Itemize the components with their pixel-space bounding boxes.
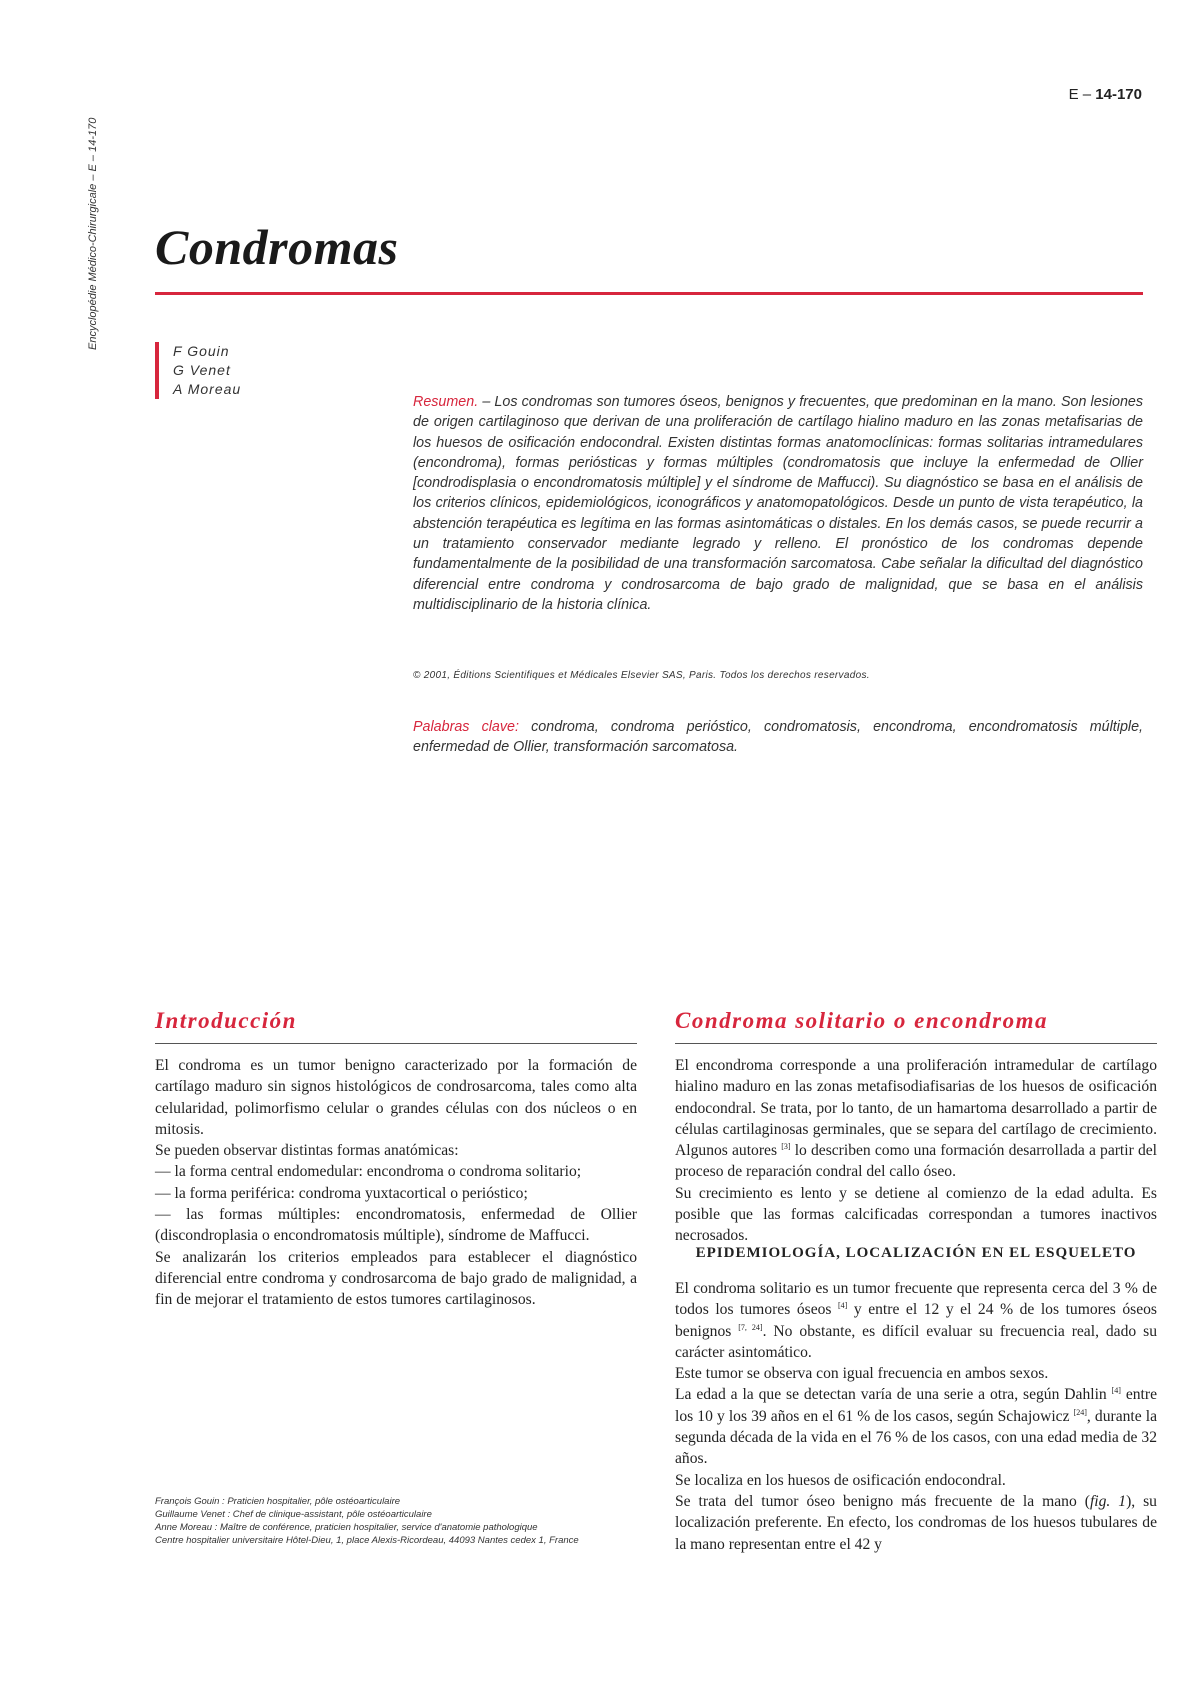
article-title: Condromas [155, 219, 399, 275]
abstract [413, 392, 1143, 615]
author: A Moreau [173, 381, 242, 397]
footnote: Guillaume Venet : Chef de clinique-assistant, pôle ostéoarticulaire [155, 1509, 432, 1520]
paragraph: El encondroma corresponde a una proliferación intramedular de cartílago hialino maduro en las zonas metafisodiafisarias de los huesos de osificación endocondral. Se trata, por lo tanto, de un hamartoma desarrollado a partir de células cartilaginosas germinales, que se separa del cartílago de crecimiento. Algunos autores [3] lo describen como una formación desarrollada a partir del proceso de reparación condral del callo óseo. [675, 1057, 1157, 1181]
page-code [1069, 86, 1142, 103]
paragraph: La edad a la que se detectan varía de una serie a otra, según Dahlin [4] entre los 10 y los 39 años en el 61 % de los casos, según Schajowicz [24], durante la segunda década de la vida en el 76 % de los casos, con una edad media de 32 años. [675, 1386, 1157, 1468]
page-code-prefix: E – [1068, 86, 1092, 103]
paragraph: Este tumor se observa con igual frecuencia en ambos sexos. [675, 1365, 1049, 1383]
figure-reference[interactable]: fig. 1 [1089, 1492, 1127, 1510]
citation[interactable]: [4] [1111, 1386, 1121, 1396]
section-heading-introduccion: Introducción [155, 1008, 297, 1033]
keywords-lead: Palabras clave: [413, 719, 519, 735]
author-affiliations [155, 1495, 637, 1547]
subsection-heading: EPIDEMIOLOGÍA, LOCALIZACIÓN EN EL ESQUELETO [695, 1245, 1137, 1261]
paragraph: Su crecimiento es lento y se detiene al comienzo de la edad adulta. Es posible que las formas calcificadas correspondan a tumores inactivos necrosados. [675, 1184, 1157, 1245]
journal-side-label: Encyclopédie Médico-Chirurgicale – E – 14-170 [87, 117, 99, 350]
title-rule [155, 292, 1143, 295]
paragraph: — las formas múltiples: encondromatosis, enfermedad de Ollier (discondroplasia o encondromatosis múltiple), síndrome de Maffucci. [155, 1206, 637, 1245]
copyright-notice: © 2001, Éditions Scientifiques et Médicales Elsevier SAS, Paris. Todos los derechos reservados. [413, 670, 870, 681]
footnote: Anne Moreau : Maître de conférence, praticien hospitalier, service d'anatomie pathologique [155, 1522, 538, 1533]
citation[interactable]: [24] [1073, 1407, 1087, 1417]
paragraph: Se trata del tumor óseo benigno más frecuente de la mano (fig. 1), su localización preferente. En efecto, los condromas de los huesos tubulares de la mano representan entre el 42 y [675, 1492, 1157, 1553]
page-code-number: 14-170 [1095, 86, 1142, 103]
section-rule [675, 1043, 1157, 1044]
section-rule [155, 1043, 637, 1044]
paragraph: Se analizarán los criterios empleados para establecer el diagnóstico diferencial entre condroma y condrosarcoma de bajo grado de malignidad, a fin de mejorar el tratamiento de estos tumores cartilaginosos. [155, 1248, 637, 1309]
citation[interactable]: [4] [838, 1301, 848, 1311]
paragraph: El condroma es un tumor benigno caracterizado por la formación de cartílago maduro sin signos histológicos de condrosarcoma, tales como alta celularidad, polimorfismo celular o grandes células con dos núcleos o en mitosis. [155, 1057, 637, 1138]
author: F Gouin [173, 343, 230, 359]
abstract-text: – Los condromas son tumores óseos, benignos y frecuentes, que predominan en la mano. Son lesiones de origen cartilaginoso que derivan de una proliferación de cartílago hialino maduro en las zonas metafisarias de los huesos de osificación endocondral. Existen distintas formas anatomoclínicas: formas solitarias intramedulares (encondroma), formas periósticas y formas múltiples (condromatosis que incluye la enfermedad de Ollier [condrodisplasia o encondromatosis múltiple] y el síndrome de Maffucci). Su diagnóstico se basa en el análisis de los criterios clínicos, epidemiológicos, iconográficos y anatomopatológicos. Desde un punto de vista terapéutico, la abstención terapéutica es legítima en las formas asintomáticas o distales. En los demás casos, se puede recurrir a un tratamiento conservador mediante legrado y relleno. El pronóstico de los condromas depende fundamentalmente de la posibilidad de una transformación sarcomatosa. Cabe señalar la dificultad del diagnóstico diferencial entre condroma y condrosarcoma de bajo grado de malignidad, que se basa en el análisis multidisciplinario de la historia clínica. [413, 394, 1143, 613]
citation[interactable]: [3] [781, 1142, 791, 1151]
right-column-body-bottom [675, 1278, 1157, 1555]
paragraph: Se pueden observar distintas formas anatómicas: [155, 1142, 459, 1160]
citation[interactable]: [7, 24] [738, 1322, 763, 1332]
author: G Venet [173, 362, 231, 378]
abstract-lead: Resumen. [413, 394, 479, 410]
keywords [413, 717, 1143, 758]
paragraph: El condroma solitario es un tumor frecuente que representa cerca del 3 % de todos los tumores óseos [4] y entre el 12 y el 24 % de los tumores óseos benignos [7, 24]. No obstante, es difícil evaluar su frecuencia real, dado su carácter asintomático. [675, 1280, 1157, 1361]
footnote: François Gouin : Praticien hospitalier, pôle ostéoarticulaire [155, 1496, 401, 1507]
paragraph: Se localiza en los huesos de osificación endocondral. [675, 1471, 1006, 1489]
keywords-text: condroma, condroma perióstico, condromatosis, encondroma, encondromatosis múltiple, enfermedad de Ollier, transformación sarcomatosa. [413, 719, 1144, 756]
right-column-body-top [675, 1055, 1157, 1247]
footnote: Centre hospitalier universitaire Hôtel-Dieu, 1, place Alexis-Ricordeau, 44093 Nantes cedex 1, France [155, 1535, 579, 1546]
section-heading-condroma-solitario: Condroma solitario o encondroma [675, 1008, 1049, 1033]
paragraph: — la forma periférica: condroma yuxtacortical o perióstico; [155, 1184, 528, 1202]
paragraph: — la forma central endomedular: encondroma o condroma solitario; [155, 1163, 582, 1181]
left-column-body [155, 1055, 637, 1311]
author-list [155, 342, 241, 399]
